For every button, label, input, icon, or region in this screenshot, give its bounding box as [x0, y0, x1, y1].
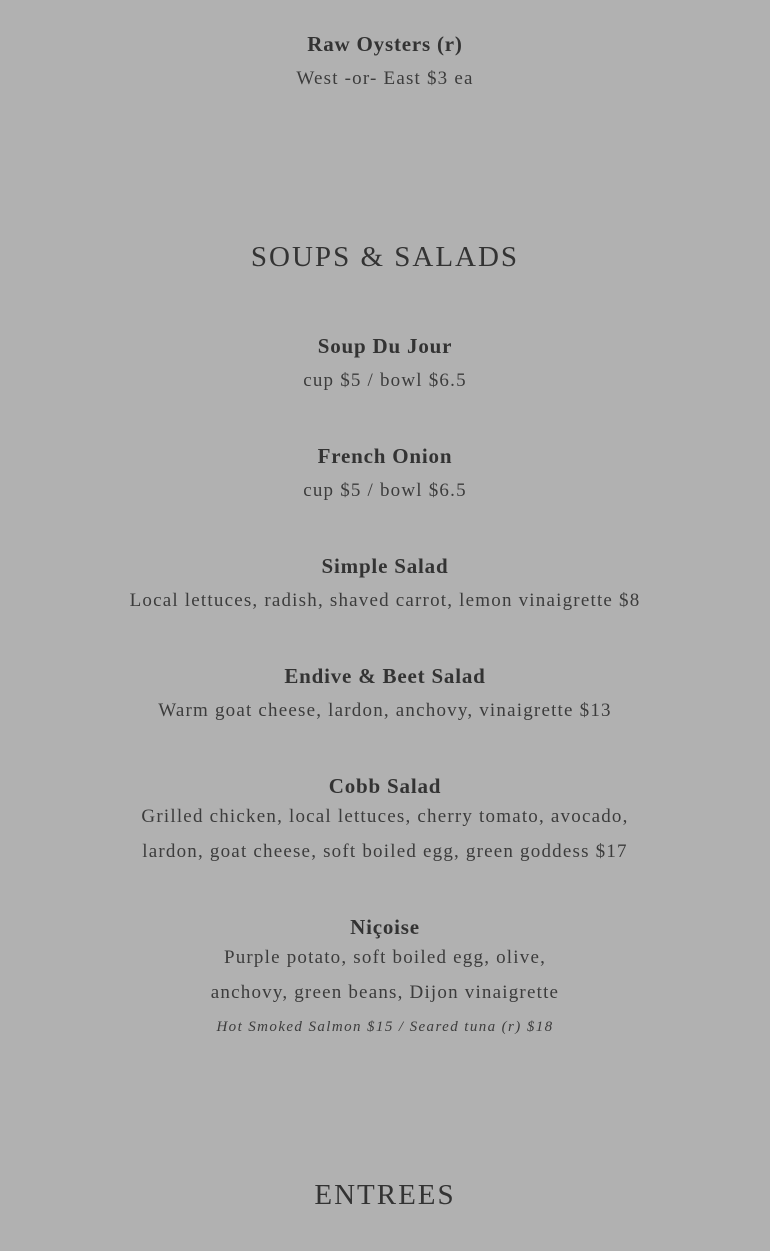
- menu-item-description: cup $5 / bowl $6.5: [303, 370, 467, 391]
- menu-item-description: lardon, goat cheese, soft boiled egg, green goddess $17: [142, 841, 628, 862]
- menu-item-description: Purple potato, soft boiled egg, olive,: [223, 947, 547, 968]
- menu-item-name: Niçoise: [350, 915, 420, 939]
- menu-item-description: Local lettuces, radish, shaved carrot, lemon vinaigrette $8: [129, 590, 641, 611]
- menu-item-name: Endive & Beet Salad: [284, 664, 486, 688]
- menu-item-description: cup $5 / bowl $6.5: [303, 480, 467, 501]
- menu-item-description: Warm goat cheese, lardon, anchovy, vinaigrette $13: [158, 700, 612, 721]
- menu-item-name: Cobb Salad: [328, 774, 442, 798]
- menu-item-description: West -or- East $3 ea: [296, 68, 474, 89]
- menu-item-note: Hot Smoked Salmon $15 / Seared tuna (r) $18: [216, 1019, 554, 1035]
- menu-item-name: French Onion: [317, 444, 453, 468]
- menu-item-name: Soup Du Jour: [317, 334, 453, 358]
- menu-item-description: Grilled chicken, local lettuces, cherry tomato, avocado,: [141, 806, 629, 827]
- section-title-soups-salads: SOUPS & SALADS: [250, 241, 520, 273]
- menu-item-name: Raw Oysters (r): [307, 32, 463, 56]
- menu-item-description: anchovy, green beans, Dijon vinaigrette: [210, 982, 560, 1003]
- menu-item-name: Simple Salad: [321, 554, 449, 578]
- section-title-entrees: ENTREES: [314, 1179, 456, 1211]
